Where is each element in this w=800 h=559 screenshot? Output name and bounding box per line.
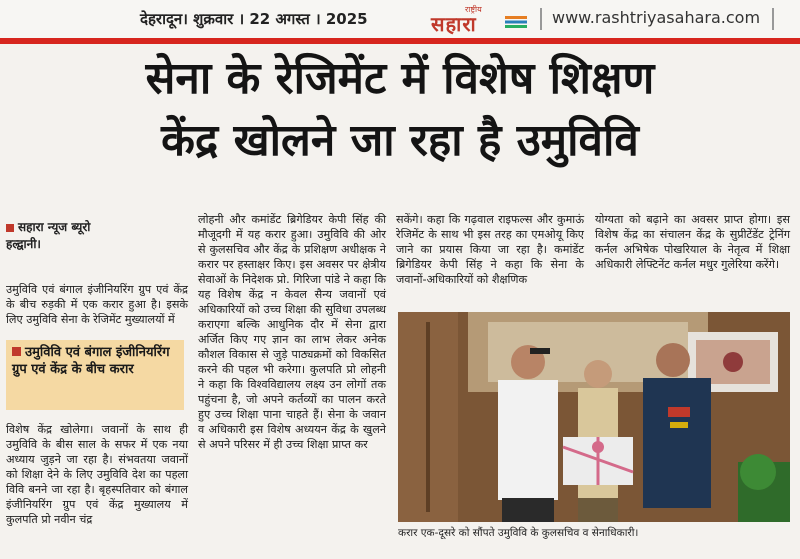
masthead-divider [540, 8, 542, 30]
photo-illustration [398, 312, 790, 522]
article-column-3: सकेंगे। कहा कि गढ़वाल राइफल्स और कुमाऊं रेजिमेंट के साथ भी इस तरह का एमओयू किए जाने का प्रयास किया जा रहा है। कमांडेंट ब्रिगेडियर केपी सिंह ने कहा कि सेना के जवानों-अधिकारियों को शैक्षणिक [396, 213, 584, 286]
article-column-1-bottom: विशेष केंद्र खोलेगा। जवानों के साथ ही उमुविवि के बीस साल के सफर में एक नया अध्याय जुड़ने जा रहा है। संभवतया जवानों को शिक्षा देने के लिए उमुविवि देश का पहला विवि बनने जा रहा है। बृहस्पतिवार को बंगाल इंजीनियरिंग ग्रुप एवं केंद्र मुख्यालय में कुलपति प्रो नवीन चंद्र [6, 423, 188, 526]
headline-line-2: केंद्र खोलने जा रहा है उमुविवि [161, 115, 639, 166]
masthead-bar [0, 0, 800, 44]
square-bullet-icon [6, 224, 14, 232]
article-column-2: लोहनी और कमांडेंट ब्रिगेडियर केपी सिंह की मौजूदगी में यह करार हुआ। उमुविवि की ओर से कुलसचिव और केंद्र के प्रशिक्षण अधीक्षक ने करार पर हस्ताक्षर किए। इस अवसर पर क्षेत्रीय सेवाओं के निदेशक प्रो. गिरिजा पांडे ने कहा कि यह विशेष केंद्र न केवल सैन्य जवानों एवं अधिकारियों को उच्च शिक्षा की सुविधा उपलब्ध कराएगा बल्कि आधुनिक दौर में सेना द्वारा अर्जित किए गए ज्ञान का लाभ लेकर अनेक कौशल विकास से जुड़े पाठ्यक्रमों को विकसित करने की पहल भी करेगा। कुलपति प्रो लोहनी ने कहा कि विश्वविद्यालय लक्ष्य उन लोगों तक पहुंचना है, जो अपने कर्तव्यों का पालन करते हुए उच्च शिक्षा पाना चाहते हैं। सेना के जवान व अधिकारी इस विशेष अध्ययन केंद्र के खुलने से अपने परिसर में ही उच्च शिक्षा प्राप्त कर [198, 213, 386, 451]
article-column-1 [6, 220, 188, 327]
byline-text: सहारा न्यूज ब्यूरो [18, 220, 91, 234]
column-1-text-top: उमुविवि एवं बंगाल इंजीनियरिंग ग्रुप एवं केंद्र के बीच रुड़की में एक करार हुआ है। इसके लिए उमुविवि सेना के रेजिमेंट मुख्यालयों में [6, 283, 188, 326]
headline [0, 48, 800, 172]
masthead-divider-right [772, 8, 774, 30]
pull-quote [6, 340, 184, 410]
headline-line-1: सेना के रेजिमेंट में विशेष शिक्षण [145, 53, 655, 104]
dateline-place: हल्द्वानी। [6, 237, 41, 251]
photo-caption: करार एक-दूसरे को सौंपते उमुविवि के कुलसचिव व सेनाधिकारी। [398, 527, 639, 539]
logo-main-text: सहारा [431, 12, 477, 36]
logo-small-text: राष्ट्रीय [465, 5, 482, 14]
square-bullet-icon [12, 347, 21, 356]
newspaper-logo [425, 4, 535, 34]
dateline: देहरादून। शुक्रवार । 22 अगस्त । 2025 [140, 10, 368, 28]
news-photo [398, 312, 790, 522]
pull-quote-text: उमुविवि एवं बंगाल इंजीनियरिंग ग्रुप एवं केंद्र के बीच करार [12, 345, 170, 377]
article-column-4: योग्यता को बढ़ाने का अवसर प्राप्त होगा। इस विशेष केंद्र का संचालन केंद्र के सुप्रीटेंडेंट ट्रेनिंग कर्नल अभिषेक पोखरियाल के नेतृत्व में शिक्षा अधिकारी लेफ्टिनेंट कर्नल मधुर गुलेरिया करेंगे। [595, 213, 790, 271]
flag-stripes-icon [505, 16, 527, 28]
website-url: www.rashtriyasahara.com [552, 8, 761, 27]
byline [6, 220, 188, 235]
